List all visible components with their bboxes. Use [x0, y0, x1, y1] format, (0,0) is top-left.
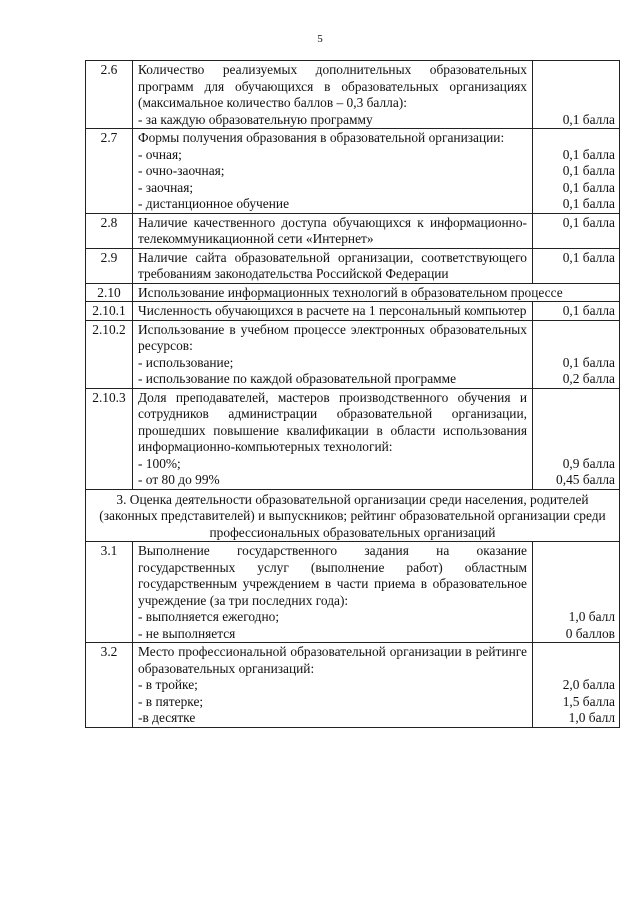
- criterion-line: - заочная;: [138, 179, 194, 195]
- table-row: [86, 283, 620, 302]
- table-row: [86, 489, 620, 542]
- criterion-line: - в тройке;: [138, 677, 198, 692]
- points-value: 1,5 балла: [562, 693, 615, 709]
- points-cell: [533, 320, 620, 388]
- item-number: 2.10: [86, 283, 133, 302]
- item-number: 2.10.2: [86, 320, 133, 388]
- table-row: [86, 320, 620, 388]
- criterion-line: Использование в учебном процессе электронных образовательных ресурсов:: [138, 321, 527, 353]
- criterion-line: Наличие качественного доступа обучающихся к информационно-телекоммуникационной сети «Интернет»: [138, 214, 527, 246]
- item-number: 2.10.1: [86, 302, 133, 321]
- points-value: 1,0 балл: [568, 609, 615, 624]
- points-value: 0,1 балла: [562, 196, 615, 211]
- criterion-description: [133, 542, 533, 643]
- criterion-line: - в пятерке;: [138, 693, 204, 709]
- points-cell: [533, 213, 620, 248]
- criterion-line: - не выполняется: [138, 625, 236, 641]
- points-value: 0,1 балла: [562, 249, 615, 265]
- points-cell: [533, 248, 620, 283]
- table-row: [86, 213, 620, 248]
- criterion-line: - очно-заочная;: [138, 163, 225, 178]
- criterion-line: Формы получения образования в образовательной организации:: [138, 130, 505, 145]
- points-value: 0,1 балла: [562, 303, 615, 318]
- criterion-line: Наличие сайта образовательной организации, соответствующего требованиям законодательства Российской Федерации: [138, 249, 527, 281]
- item-number: 2.10.3: [86, 388, 133, 489]
- page-number: 5: [317, 33, 323, 45]
- points-value: 0,1 балла: [562, 146, 615, 162]
- criterion-line: - 100%;: [138, 455, 181, 471]
- criteria-table: [85, 60, 620, 728]
- criterion-line: - выполняется ежегодно;: [138, 609, 280, 624]
- points-value: 0,45 балла: [556, 472, 615, 487]
- points-value: 0,1 балла: [562, 354, 615, 370]
- points-value: 0,1 балла: [562, 111, 615, 127]
- criterion-description: [133, 302, 533, 321]
- criterion-line: -в десятке: [138, 710, 196, 725]
- criterion-line: Место профессиональной образовательной организации в рейтинге образовательных организаций:: [138, 644, 527, 676]
- criterion-line: Выполнение государственного задания на оказание государственных услуг (выполнение работ) областным государственным учреждением в части приема в образовательное учреждение (за три последних года):: [138, 543, 527, 608]
- table-row: [86, 302, 620, 321]
- section-heading: 3. Оценка деятельности образовательной организации среди населения, родителей (законных представителей) и выпускников; рейтинг образовательной организации среди профессиональных образовательных организаций: [86, 489, 620, 542]
- table-row: [86, 542, 620, 643]
- points-value: 1,0 балл: [568, 710, 615, 725]
- criterion-description: [133, 61, 533, 129]
- points-value: 0,1 балла: [562, 179, 615, 195]
- criterion-description: [133, 643, 533, 728]
- points-value: 0,1 балла: [562, 214, 615, 230]
- points-cell: [533, 388, 620, 489]
- criterion-line: - дистанционное обучение: [138, 196, 290, 211]
- points-value: 0,9 балла: [562, 455, 615, 471]
- criterion-line: - от 80 до 99%: [138, 472, 220, 487]
- item-number: 3.1: [86, 542, 133, 643]
- item-number: 2.7: [86, 129, 133, 214]
- criterion-description: [133, 129, 533, 214]
- table-row: [86, 129, 620, 214]
- criterion-description: [133, 320, 533, 388]
- points-value: 0,1 балла: [562, 163, 615, 178]
- points-cell: [533, 61, 620, 129]
- criterion-line: Численность обучающихся в расчете на 1 персональный компьютер: [138, 303, 527, 318]
- points-cell: [533, 643, 620, 728]
- points-cell: [533, 302, 620, 321]
- item-number: 3.2: [86, 643, 133, 728]
- table-row: [86, 388, 620, 489]
- criterion-line: - использование по каждой образовательной программе: [138, 371, 457, 386]
- points-value: 0,2 балла: [562, 371, 615, 386]
- table-row: [86, 61, 620, 129]
- criterion-line: - использование;: [138, 354, 234, 370]
- criterion-line: - за каждую образовательную программу: [138, 111, 373, 127]
- criterion-description: [133, 388, 533, 489]
- points-cell: [533, 542, 620, 643]
- subsection-heading: Использование информационных технологий в образовательном процессе: [133, 283, 620, 302]
- criterion-description: [133, 213, 533, 248]
- table-row: [86, 248, 620, 283]
- criterion-description: [133, 248, 533, 283]
- criterion-line: - очная;: [138, 146, 182, 162]
- table-row: [86, 643, 620, 728]
- item-number: 2.6: [86, 61, 133, 129]
- points-value: 0 баллов: [565, 625, 615, 641]
- points-value: 2,0 балла: [562, 677, 615, 692]
- points-cell: [533, 129, 620, 214]
- criterion-line: Количество реализуемых дополнительных образовательных программ для обучающихся в образовательных организациях (максимальное количество баллов – 0,3 балла):: [138, 62, 527, 110]
- criterion-line: Доля преподавателей, мастеров производственного обучения и сотрудников администрации образовательной организации, прошедших повышение квалификации в области использования информационно-компьютерных технологий:: [138, 389, 527, 454]
- item-number: 2.9: [86, 248, 133, 283]
- item-number: 2.8: [86, 213, 133, 248]
